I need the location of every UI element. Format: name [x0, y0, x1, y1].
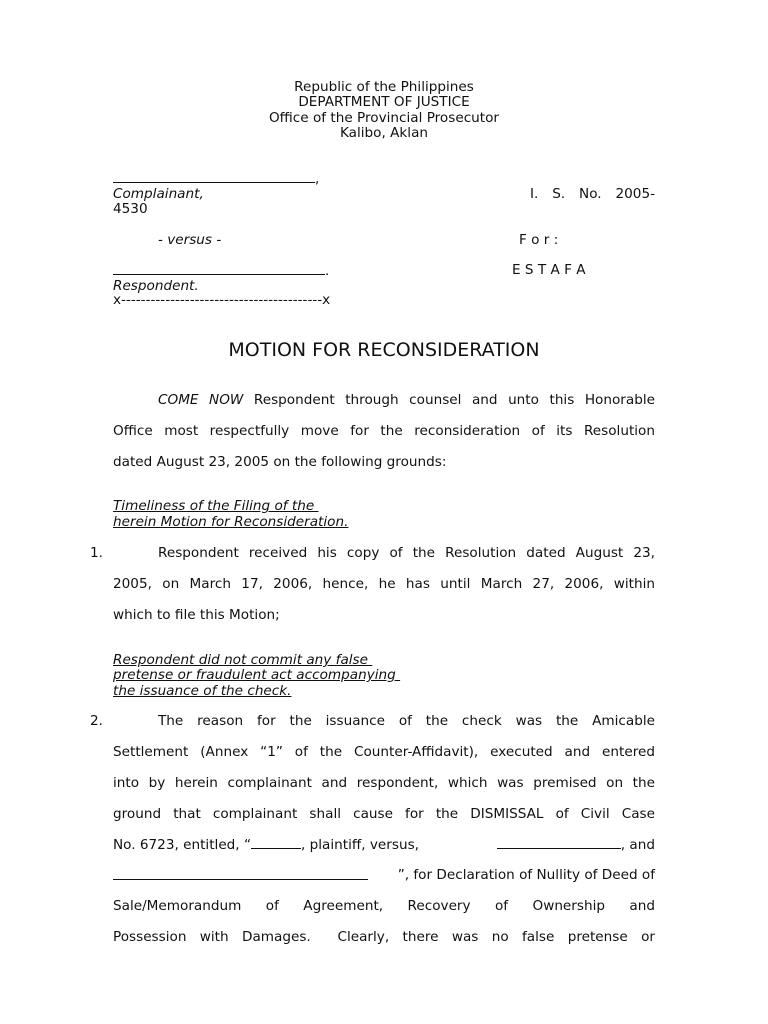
complainant-label: Complainant,: [113, 186, 204, 202]
case-number-continued: 4530: [113, 201, 148, 217]
intro-line-1: COME NOW Respondent through counsel and unto this Honorable: [158, 392, 655, 408]
heading-timeliness-2: herein Motion for Reconsideration.: [113, 514, 349, 530]
paragraph-2-line-8: Possession with Damages. Clearly, there was no false pretense or: [113, 929, 655, 945]
paragraph-1-number: 1.: [90, 545, 103, 561]
paragraph-1-line-3: which to file this Motion;: [113, 607, 280, 623]
header-location: Kalibo, Aklan: [339, 125, 429, 141]
paragraph-1-line-2: 2005, on March 17, 2006, hence, he has until March 27, 2006, within: [113, 576, 655, 592]
paragraph-2-line-3: into by herein complainant and respondent, which was premised on the: [113, 775, 655, 791]
intro-line-2: Office most respectfully move for the reconsideration of its Resolution: [113, 423, 655, 439]
heading-timeliness-1: Timeliness of the Filing of the: [113, 498, 319, 514]
paragraph-2-line-1: The reason for the issuance of the check was the Amicable: [158, 713, 655, 729]
paragraph-2-number: 2.: [90, 713, 103, 729]
paragraph-2-line-7: Sale/Memorandum of Agreement, Recovery of Ownership and: [113, 898, 655, 914]
complainant-blank: ,: [113, 170, 319, 187]
caption-separator: x-----------------------------------------x: [113, 292, 331, 308]
respondent-blank: .: [113, 262, 329, 279]
paragraph-1-line-1: Respondent received his copy of the Resolution dated August 23,: [158, 545, 655, 561]
paragraph-2-line-4: ground that complainant shall cause for the DISMISSAL of Civil Case: [113, 806, 655, 822]
respondent-label: Respondent.: [113, 278, 199, 294]
paragraph-2-line-5: No. 6723, entitled, “ , plaintiff, versus, , and: [113, 837, 655, 853]
intro-line-3: dated August 23, 2005 on the following grounds:: [113, 454, 447, 470]
plaintiff-name-line: [251, 836, 301, 849]
offense-label: E S T A F A: [512, 262, 586, 278]
document-title: MOTION FOR RECONSIDERATION: [228, 339, 540, 361]
paragraph-2-line-6: ”, for Declaration of Nullity of Deed of: [113, 867, 655, 883]
respondent-name-line: [113, 262, 325, 275]
defendant-name-line: [497, 836, 621, 849]
case-number-label: I. S. No. 2005-: [530, 186, 655, 202]
header-department: DEPARTMENT OF JUSTICE: [298, 94, 470, 110]
heading-no-false-pretense-3: the issuance of the check.: [113, 683, 292, 699]
heading-no-false-pretense-1: Respondent did not commit any false: [113, 652, 373, 668]
complainant-name-line: [113, 170, 315, 183]
versus-label: - versus -: [158, 232, 222, 248]
paragraph-2-line-2: Settlement (Annex “1” of the Counter-Affidavit), executed and entered: [113, 744, 655, 760]
case-title-line: [113, 867, 368, 880]
heading-no-false-pretense-2: pretense or fraudulent act accompanying: [113, 667, 401, 683]
header-office: Office of the Provincial Prosecutor: [268, 110, 500, 126]
header-republic: Republic of the Philippines: [294, 79, 474, 95]
come-now-text: COME NOW: [158, 392, 244, 408]
for-label: F o r :: [519, 232, 559, 248]
